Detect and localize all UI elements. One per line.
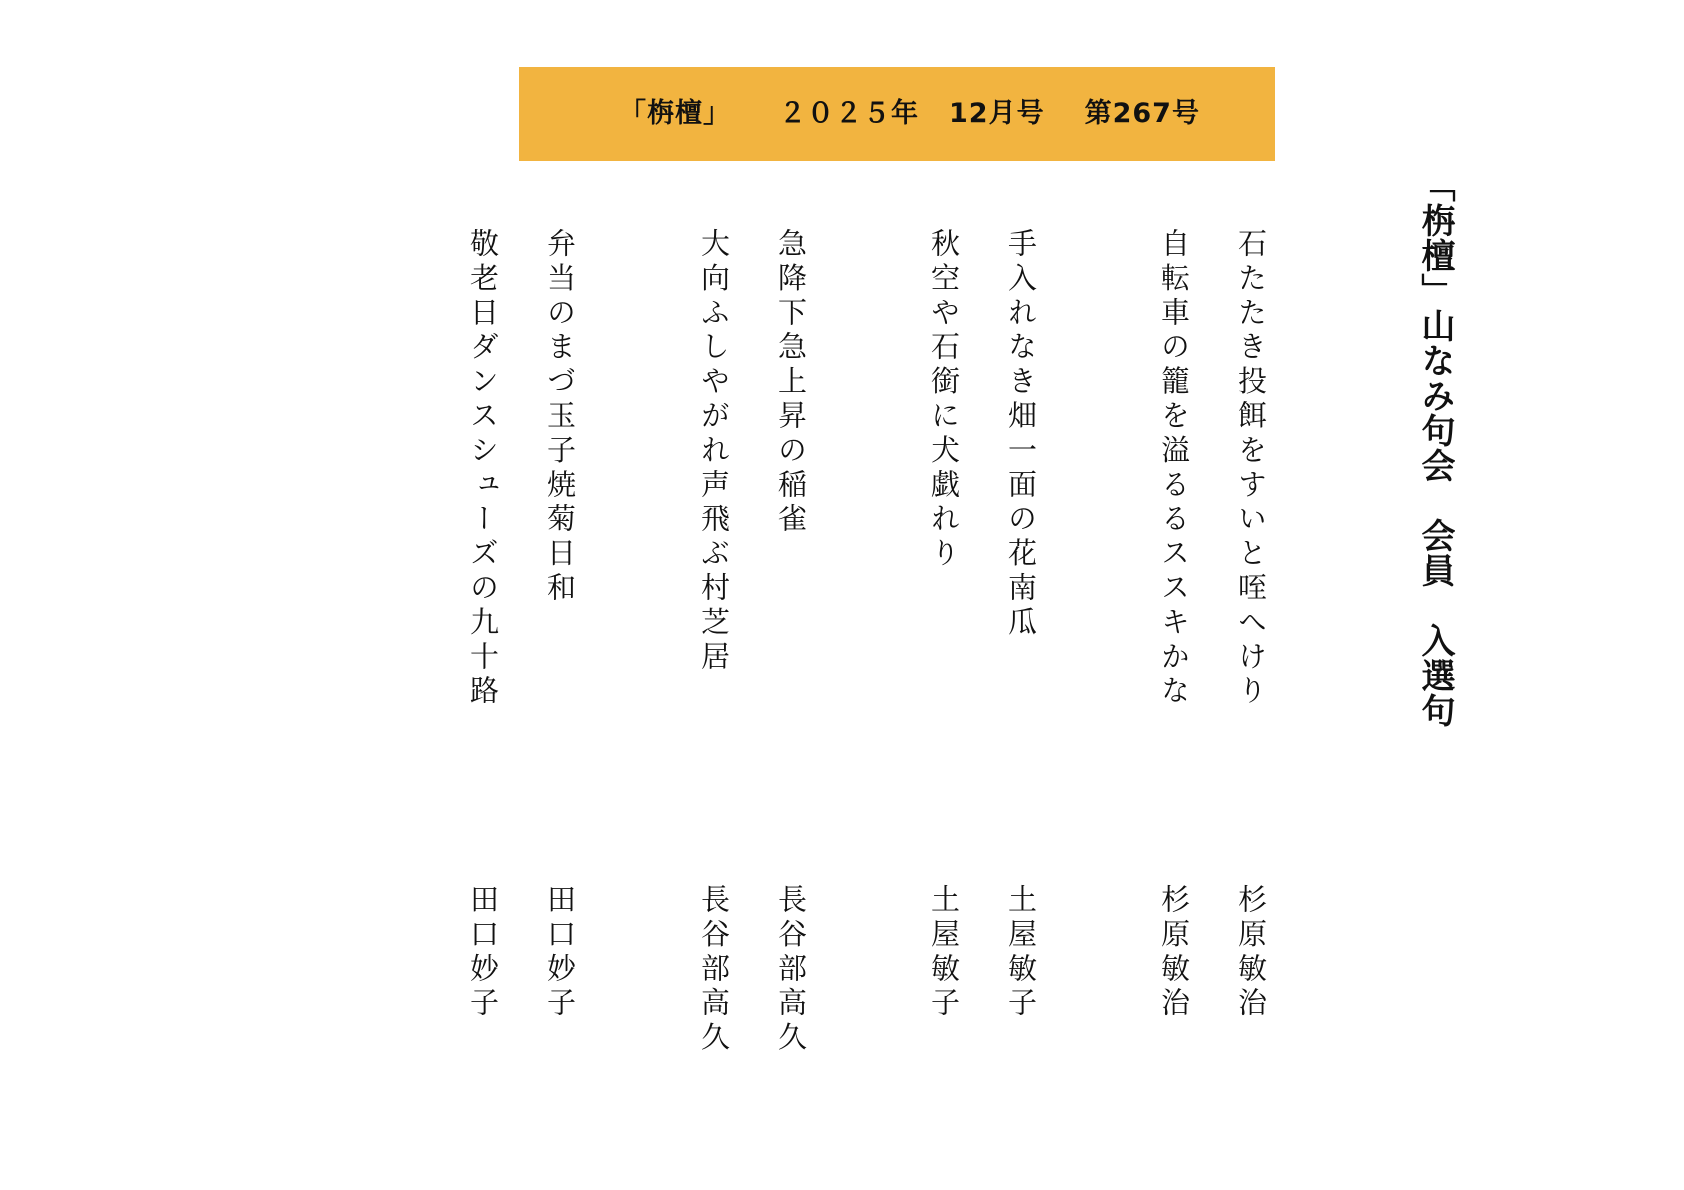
haiku-3: 手入れなき畑一面の花南瓜 xyxy=(1004,228,1038,641)
author-7: 田口妙子 xyxy=(543,884,577,1022)
author-1: 杉原敏治 xyxy=(1234,884,1268,1022)
issue-banner xyxy=(519,67,1275,161)
author-6: 長谷部高久 xyxy=(697,884,731,1056)
haiku-2: 自転車の籠を溢るるススキかな xyxy=(1157,228,1191,710)
issue-month: 12月号 xyxy=(949,98,1045,129)
issue-banner-text xyxy=(619,67,1200,161)
author-4: 土屋敏子 xyxy=(927,884,961,1022)
haiku-4: 秋空や石銜に犬戯れり xyxy=(927,228,961,572)
haiku-6: 大向ふしやがれ声飛ぶ村芝居 xyxy=(697,228,731,676)
issue-year: ２０２５年 xyxy=(779,98,919,129)
author-2: 杉原敏治 xyxy=(1157,884,1191,1022)
haiku-7: 弁当のまづ玉子焼菊日和 xyxy=(543,228,577,607)
issue-number: 第267号 xyxy=(1084,98,1200,129)
author-8: 田口妙子 xyxy=(466,884,500,1022)
author-5: 長谷部高久 xyxy=(774,884,808,1056)
haiku-1: 石たたき投餌をすいと咥へけり xyxy=(1234,228,1268,710)
author-3: 土屋敏子 xyxy=(1004,884,1038,1022)
publication-name: 「栴檀」 xyxy=(619,98,731,129)
haiku-8: 敬老日ダンスシューズの九十路 xyxy=(466,228,500,710)
page-title: 「栴檀」山なみ句会 会員 入選句 xyxy=(1415,168,1455,728)
haiku-5: 急降下急上昇の稲雀 xyxy=(774,228,808,538)
